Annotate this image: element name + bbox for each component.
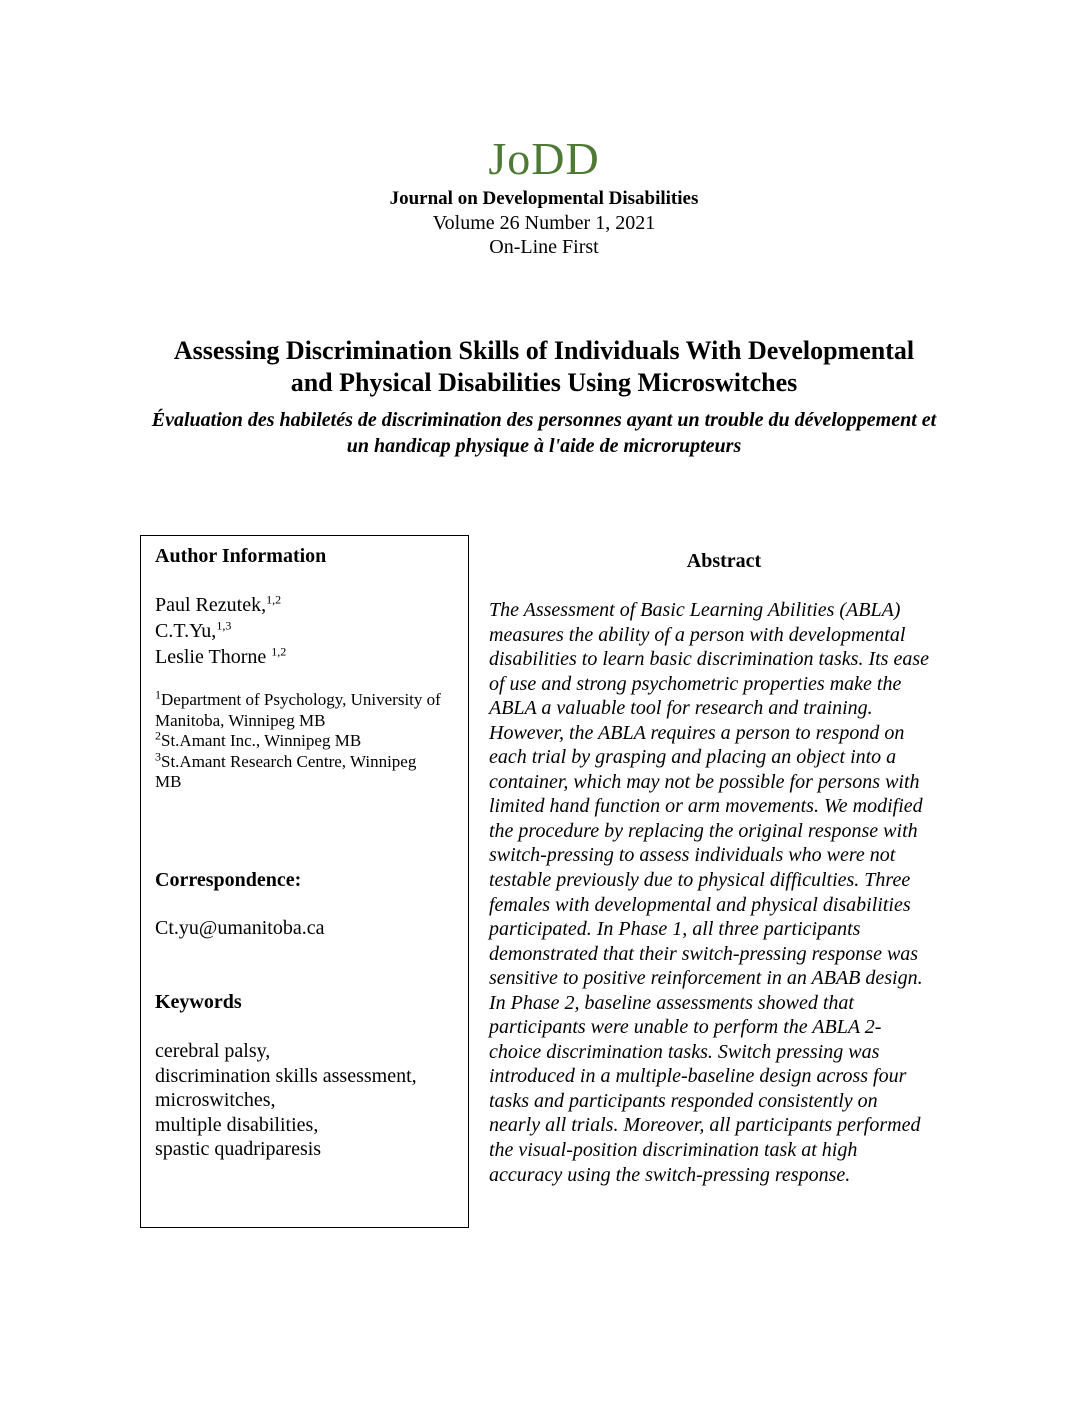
abstract-line: However, the ABLA requires a person to respond on (489, 721, 905, 744)
abstract-line: choice discrimination tasks. Switch pressing was (489, 1040, 880, 1063)
keywords-heading: Keywords (155, 991, 242, 1013)
abstract-line: females with developmental and physical disabilities (489, 893, 911, 916)
abstract-line: limited hand function or arm movements. We modified (489, 795, 923, 818)
abstract-line: accuracy using the switch-pressing response. (489, 1163, 851, 1186)
abstract-line: The Assessment of Basic Learning Abilities (ABLA) (489, 599, 901, 621)
abstract-line: testable previously due to physical difficulties. Three (489, 869, 911, 892)
affiliation-text: St.Amant Inc., Winnipeg MB (161, 731, 362, 750)
abstract-line: ABLA a valuable tool for research and training. (489, 697, 873, 720)
abstract-line: demonstrated that their switch-pressing response was (489, 942, 919, 965)
abstract-line: the visual-position discrimination task at high (489, 1139, 858, 1162)
author-name: Paul Rezutek, (155, 594, 267, 616)
correspondence-email[interactable]: Ct.yu@umanitoba.ca (155, 917, 325, 939)
abstract-line: disabilities to learn basic discrimination tasks. Its ease (489, 648, 929, 671)
author (155, 592, 460, 618)
author-list (155, 592, 460, 670)
abstract-line: container, which may not be possible for persons with (489, 770, 920, 793)
keyword: discrimination skills assessment, (155, 1064, 417, 1087)
author (155, 618, 460, 644)
abstract-body (489, 598, 969, 1187)
keyword: cerebral palsy, (155, 1040, 271, 1062)
author-name: C.T.Yu, (155, 620, 217, 642)
journal-volume: Volume 26 Number 1, 2021 (432, 212, 656, 234)
article-title-line: and Physical Disabilities Using Microswitches (290, 368, 798, 397)
article-title-french-line: Évaluation des habiletés de discrimination des personnes ayant un trouble du développement et (151, 409, 937, 431)
abstract-line: introduced in a multiple-baseline design across four (489, 1065, 907, 1088)
abstract-heading: Abstract (686, 550, 762, 572)
article-title-french-line: un handicap physique à l'aide de microrupteurs (346, 435, 742, 457)
journal-name: Journal on Developmental Disabilities (389, 188, 699, 209)
keyword: microswitches, (155, 1089, 276, 1111)
abstract-line: each trial by grasping and placing an object into a (489, 746, 897, 769)
affiliation (155, 687, 460, 711)
keyword: multiple disabilities, (155, 1113, 319, 1136)
abstract-line: tasks and participants responded consistently on (489, 1089, 878, 1112)
abstract-line: In Phase 2, baseline assessments showed that (489, 991, 854, 1014)
article-title-french (110, 407, 978, 459)
keyword: spastic quadriparesis (155, 1138, 322, 1160)
correspondence-heading: Correspondence: (155, 869, 302, 891)
affiliation-text: St.Amant Research Centre, Winnipeg (161, 751, 417, 771)
affiliation-continued: MB (155, 772, 182, 791)
abstract-line: participated. In Phase 1, all three participants (489, 918, 861, 941)
abstract-line: of use and strong psychometric properties make the (489, 672, 902, 695)
author-information-box (140, 535, 469, 1228)
affiliation-marker: 3 (155, 748, 161, 763)
abstract-line: sensitive to positive reinforcement in an ABAB design. (489, 967, 923, 990)
abstract-line: switch-pressing to assess individuals who were not (489, 844, 896, 867)
journal-logo: JoDD (488, 133, 600, 184)
abstract-line: the procedure by replacing the original response with (489, 819, 918, 842)
author (155, 644, 460, 670)
affiliation-marker: 2 (155, 728, 161, 743)
affiliation-marker: 1 (155, 687, 161, 702)
author-information-heading: Author Information (155, 545, 327, 567)
article-title-line: Assessing Discrimination Skills of Individuals With Developmental (173, 336, 915, 365)
affiliation-list (155, 687, 460, 793)
author-affiliation-marker: 1,3 (216, 618, 232, 633)
affiliation (155, 748, 460, 773)
affiliation (155, 728, 460, 752)
journal-status: On-Line First (489, 236, 599, 258)
article-title (100, 335, 988, 399)
affiliation-continued: Manitoba, Winnipeg MB (155, 710, 326, 730)
abstract-line: nearly all trials. Moreover, all participants performed (489, 1114, 921, 1137)
author-affiliation-marker: 1,2 (271, 644, 287, 659)
keyword-list (155, 1039, 460, 1162)
abstract-line: measures the ability of a person with developmental (489, 623, 906, 646)
author-name: Leslie Thorne (155, 646, 272, 668)
abstract-line: participants were unable to perform the ABLA 2- (489, 1016, 882, 1039)
author-affiliation-marker: 1,2 (266, 592, 282, 607)
affiliation-text: Department of Psychology, University of (161, 690, 441, 709)
